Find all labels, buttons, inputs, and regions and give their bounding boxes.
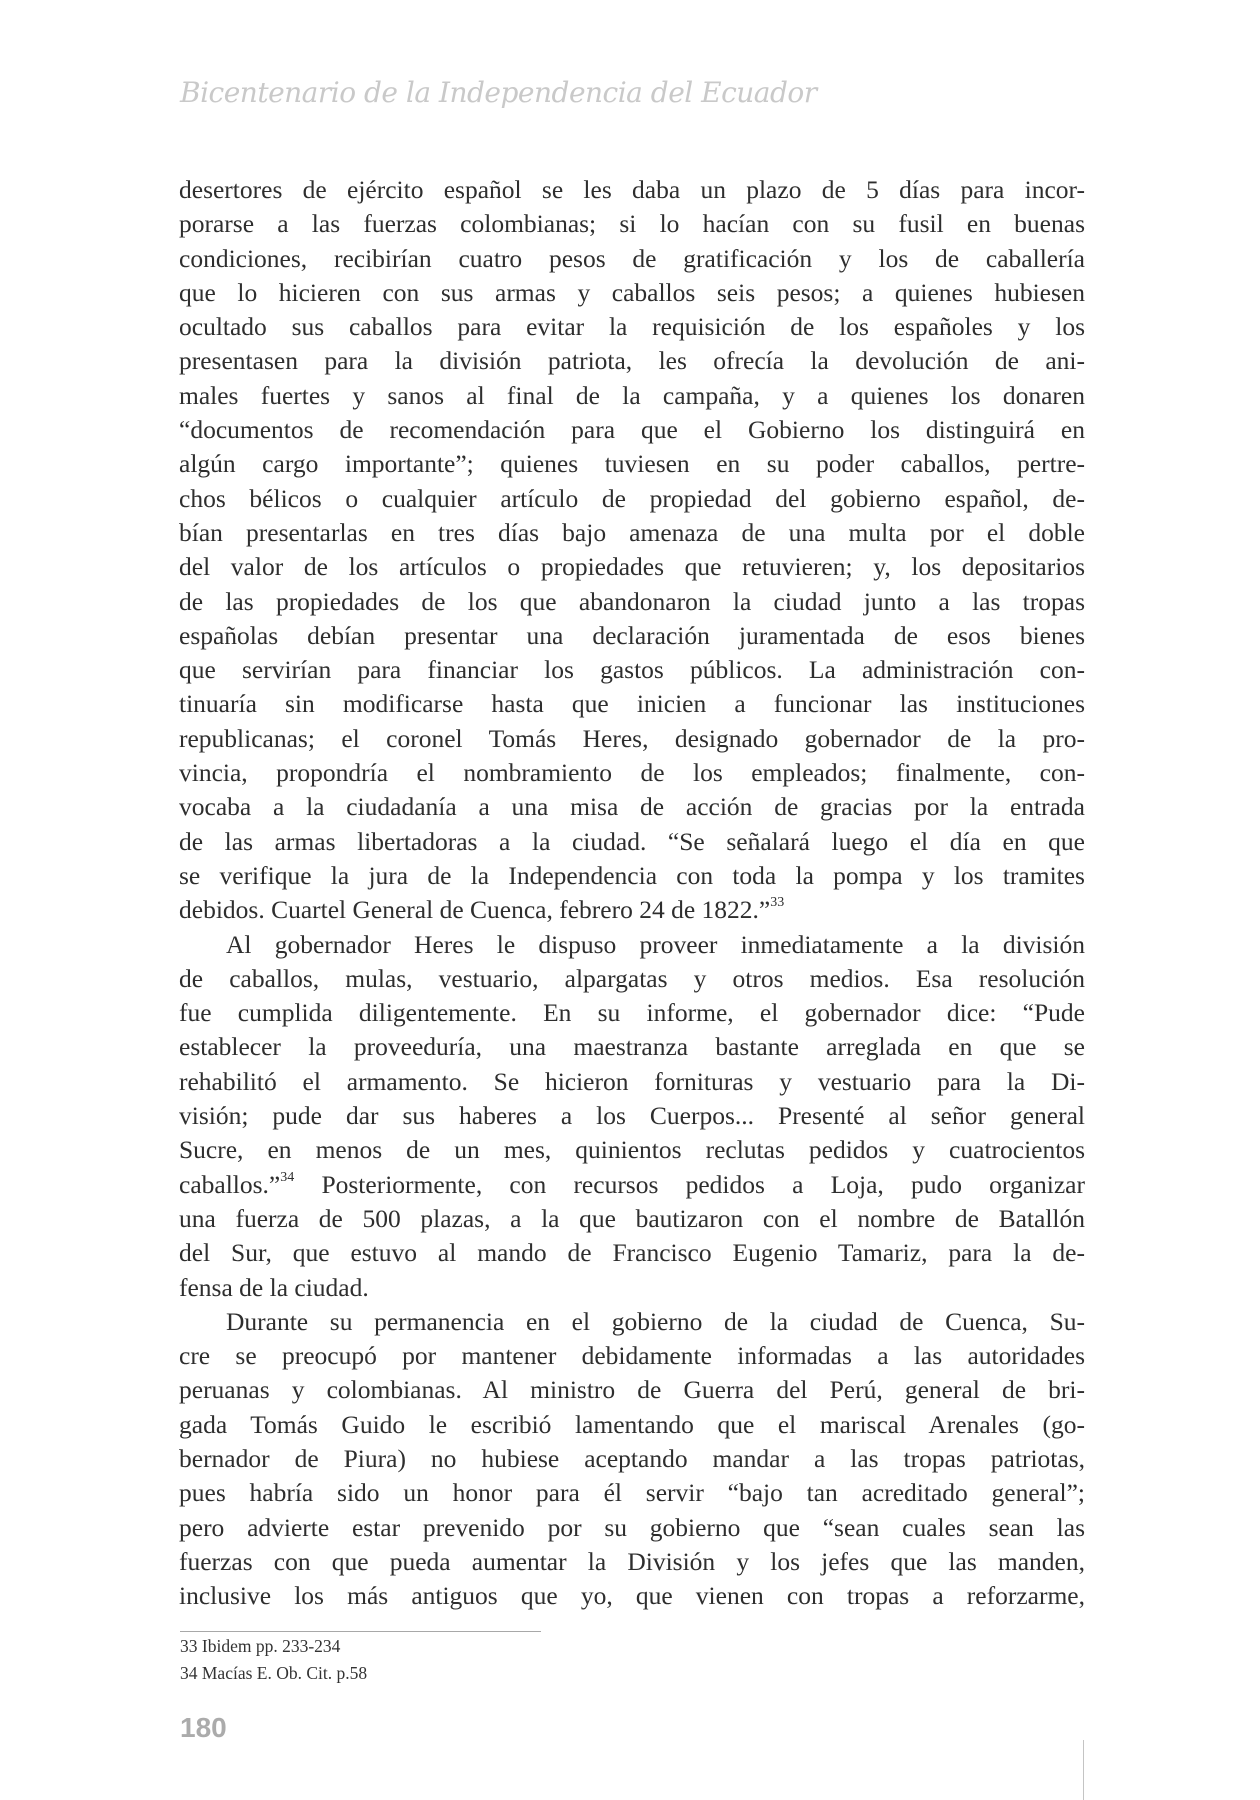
text-line-content: Al gobernador Heres le dispuso proveer inmediatamente a la división (226, 929, 1085, 959)
text-line-content: “documentos de recomendación para que el Gobierno los distinguirá en (179, 415, 1085, 445)
text-line-content: chos bélicos o cualquier artículo de propiedad del gobierno español, de- (179, 483, 1085, 513)
text-line-content: establecer la proveeduría, una maestranza bastante arreglada en que se (179, 1032, 1085, 1062)
text-line-content: ocultado sus caballos para evitar la requisición de los españoles y los (179, 312, 1085, 342)
page-number: 180 (180, 1712, 227, 1743)
text-line (179, 1339, 1085, 1373)
text-line-content: pues habría sido un honor para él servir “bajo tan acreditado general”; (179, 1478, 1085, 1508)
text-line (179, 413, 1085, 447)
text-line-content: españolas debían presentar una declaración juramentada de esos bienes (179, 620, 1085, 650)
text-line-content: una fuerza de 500 plazas, a la que bautizaron con el nombre de Batallón (179, 1203, 1085, 1233)
text-line (179, 893, 1085, 927)
text-line (179, 687, 1085, 721)
text-line-content: inclusive los más antiguos que yo, que vienen con tropas a reforzarme, (179, 1581, 1085, 1611)
text-line (179, 585, 1085, 619)
text-line (179, 790, 1085, 824)
text-line (179, 1442, 1085, 1476)
text-line (179, 379, 1085, 413)
text-line (179, 1133, 1085, 1167)
text-line-content: fuerzas con que pueda aumentar la División y los jefes que las manden, (179, 1546, 1085, 1576)
text-line (179, 1408, 1085, 1442)
text-line-content: se verifique la jura de la Independencia con toda la pompa y los tramites (179, 860, 1085, 890)
footnote-33: 33 Ibidem pp. 233-234 (180, 1636, 341, 1656)
text-line (179, 516, 1085, 550)
text-line (179, 1305, 1085, 1339)
text-line (179, 207, 1085, 241)
text-line (179, 1373, 1085, 1407)
footnote-34: 34 Macías E. Ob. Cit. p.58 (180, 1663, 368, 1683)
text-line (179, 1236, 1085, 1270)
text-line-content: desertores de ejército español se les daba un plazo de 5 días para incor- (179, 175, 1085, 204)
text-line (179, 825, 1085, 859)
text-line-content: condiciones, recibirían cuatro pesos de gratificación y los de caballería (179, 243, 1085, 273)
text-line-content: Sucre, en menos de un mes, quinientos reclutas pedidos y cuatrocientos (179, 1135, 1085, 1165)
text-line-content: gada Tomás Guido le escribió lamentando que el mariscal Arenales (go- (179, 1409, 1085, 1439)
text-line (179, 1511, 1085, 1545)
text-line (179, 242, 1085, 276)
text-line-content: pero advierte estar prevenido por su gobierno que “sean cuales sean las (179, 1512, 1085, 1542)
text-line-content: bernador de Piura) no hubiese aceptando mandar a las tropas patriotas, (179, 1443, 1085, 1473)
text-line (179, 1065, 1085, 1099)
text-line-content: republicanas; el coronel Tomás Heres, designado gobernador de la pro- (179, 723, 1085, 753)
text-line-content: vincia, propondría el nombramiento de los empleados; finalmente, con- (179, 758, 1085, 788)
text-line-content: cre se preocupó por mantener debidamente informadas a las autoridades (179, 1341, 1085, 1371)
text-line-content: algún cargo importante”; quienes tuviesen en su poder caballos, pertre- (179, 449, 1085, 479)
text-line-content: porarse a las fuerzas colombianas; si lo hacían con su fusil en buenas (179, 209, 1085, 239)
text-line (179, 1271, 1085, 1305)
text-line (179, 1202, 1085, 1236)
text-line-content: rehabilitó el armamento. Se hicieron fornituras y vestuario para la Di- (179, 1066, 1085, 1096)
text-line-content: que servirían para financiar los gastos públicos. La administración con- (179, 655, 1085, 685)
text-line-content: caballos.” (179, 1169, 281, 1199)
text-line-content: vocaba a la ciudadanía a una misa de acción de gracias por la entrada (179, 792, 1085, 822)
text-line-content: del Sur, que estuvo al mando de Francisco Eugenio Tamariz, para la de- (179, 1238, 1085, 1268)
text-line (179, 482, 1085, 516)
text-line-content: peruanas y colombianas. Al ministro de Guerra del Perú, general de bri- (179, 1375, 1085, 1405)
text-line-continuation: Posteriormente, con recursos pedidos a Loja, pudo organizar (294, 1169, 1085, 1199)
footnote-reference[interactable]: 33 (770, 895, 785, 911)
text-line-content: del valor de los artículos o propiedades que retuvieren; y, los depositarios (179, 552, 1085, 582)
body-text (179, 173, 1085, 1613)
text-line (179, 996, 1085, 1030)
text-line-content: de caballos, mulas, vestuario, alpargatas y otros medios. Esa resolución (179, 963, 1085, 993)
text-line-content: que lo hicieren con sus armas y caballos seis pesos; a quienes hubiesen (179, 277, 1085, 307)
text-line (179, 962, 1085, 996)
text-line (179, 619, 1085, 653)
text-line (179, 344, 1085, 378)
text-line (179, 1579, 1085, 1613)
text-line (179, 276, 1085, 310)
text-line-content: de las armas libertadoras a la ciudad. “Se señalará luego el día en que (179, 826, 1085, 856)
text-line (179, 928, 1085, 962)
text-line (179, 1476, 1085, 1510)
text-line-content: fue cumplida diligentemente. En su informe, el gobernador dice: “Pude (179, 998, 1085, 1028)
text-line (179, 756, 1085, 790)
text-line-content: visión; pude dar sus haberes a los Cuerpos... Presenté al señor general (179, 1101, 1085, 1131)
text-line (179, 1030, 1085, 1064)
text-line-content: Durante su permanencia en el gobierno de la ciudad de Cuenca, Su- (226, 1306, 1085, 1336)
text-line (179, 173, 1085, 207)
text-line (179, 1168, 1085, 1202)
text-line-content: bían presentarlas en tres días bajo amenaza de una multa por el doble (179, 517, 1085, 547)
footnote-reference[interactable]: 34 (280, 1169, 295, 1185)
running-header-title: Bicentenario de la Independencia del Ecuador (180, 76, 817, 109)
text-line (179, 1099, 1085, 1133)
text-line-content: tinuaría sin modificarse hasta que inicien a funcionar las instituciones (179, 689, 1085, 719)
text-line (179, 550, 1085, 584)
text-line (179, 447, 1085, 481)
text-line-content: presentasen para la división patriota, les ofrecía la devolución de ani- (179, 346, 1085, 376)
margin-rule (1083, 1740, 1084, 1800)
footnote-divider (180, 1631, 541, 1632)
text-line-content: fensa de la ciudad. (179, 1272, 369, 1302)
text-line (179, 722, 1085, 756)
text-line-content: males fuertes y sanos al final de la campaña, y a quienes los donaren (179, 380, 1085, 410)
text-line (179, 310, 1085, 344)
text-line (179, 653, 1085, 687)
text-line-content: de las propiedades de los que abandonaron la ciudad junto a las tropas (179, 586, 1085, 616)
text-line (179, 1545, 1085, 1579)
text-line (179, 859, 1085, 893)
text-line-content: debidos. Cuartel General de Cuenca, febrero 24 de 1822.” (179, 895, 771, 925)
